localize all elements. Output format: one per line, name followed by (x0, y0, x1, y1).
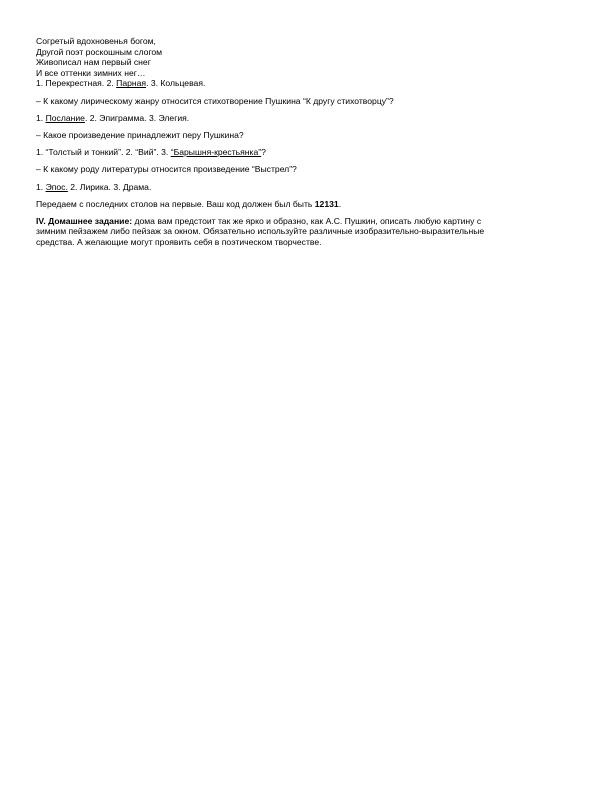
homework-text: зимним пейзажем либо пейзаж за окном. Обязательно используйте различные изобразительно-выразительные (36, 226, 485, 237)
question-q2: – К какому лирическому жанру относится стихотворение Пушкина “К другу стихотворцу”? (36, 95, 394, 106)
answer-text: . 3. Кольцевая. (146, 78, 206, 89)
correct-answer: Парная (116, 78, 147, 89)
poem-line: И все оттенки зимних нег… (36, 67, 146, 78)
document-page (36, 36, 581, 248)
answer-text: 1. “Толстый и тонкий”. 2. “Вий”. 3. (36, 147, 171, 158)
answer-options-q2 (36, 113, 581, 124)
answer-text: ? (261, 147, 266, 158)
homework-text: средства. А желающие могут проявить себя в поэтическом творчестве. (36, 237, 322, 248)
correct-answer: Послание (45, 112, 85, 123)
homework-paragraph (36, 216, 581, 248)
answer-text: 2. Лирика. 3. Драма. (67, 181, 152, 192)
answer-text: 1. (36, 181, 46, 192)
poem-line: Согретый вдохновенья богом, (36, 36, 156, 46)
code-text: Передаем с последних столов на первые. Ваш код должен был быть (36, 198, 315, 209)
homework-text: дома вам предстоит так же ярко и образно, как А.С. Пушкин, описать любую картину с (132, 215, 482, 226)
code-end: . (338, 198, 342, 209)
question-q3: – Какое произведение принадлежит перу Пушкина? (36, 129, 244, 140)
answer-text: . 2. Эпиграмма. 3. Элегия. (84, 112, 190, 123)
homework-label: IV. Домашнее задание: (36, 215, 133, 226)
answer-options-q4 (36, 182, 581, 193)
answer-options-q3 (36, 147, 581, 158)
answer-text: 1. (36, 112, 46, 123)
correct-answer: Эпос. (45, 181, 68, 192)
code-paragraph (36, 199, 581, 210)
code-value: 12131 (314, 198, 339, 209)
correct-answer: “Барышня-крестьянка” (170, 147, 262, 158)
question-q4: – К какому роду литературы относится произведение “Выстрел”? (36, 164, 297, 175)
poem-line: Другой поэт роскошным слогом (36, 46, 163, 57)
answer-text: 1. Перекрестная. 2. (36, 78, 117, 89)
poem-line: Живописал нам первый снег (36, 57, 151, 68)
answer-options-q1 (36, 78, 581, 89)
